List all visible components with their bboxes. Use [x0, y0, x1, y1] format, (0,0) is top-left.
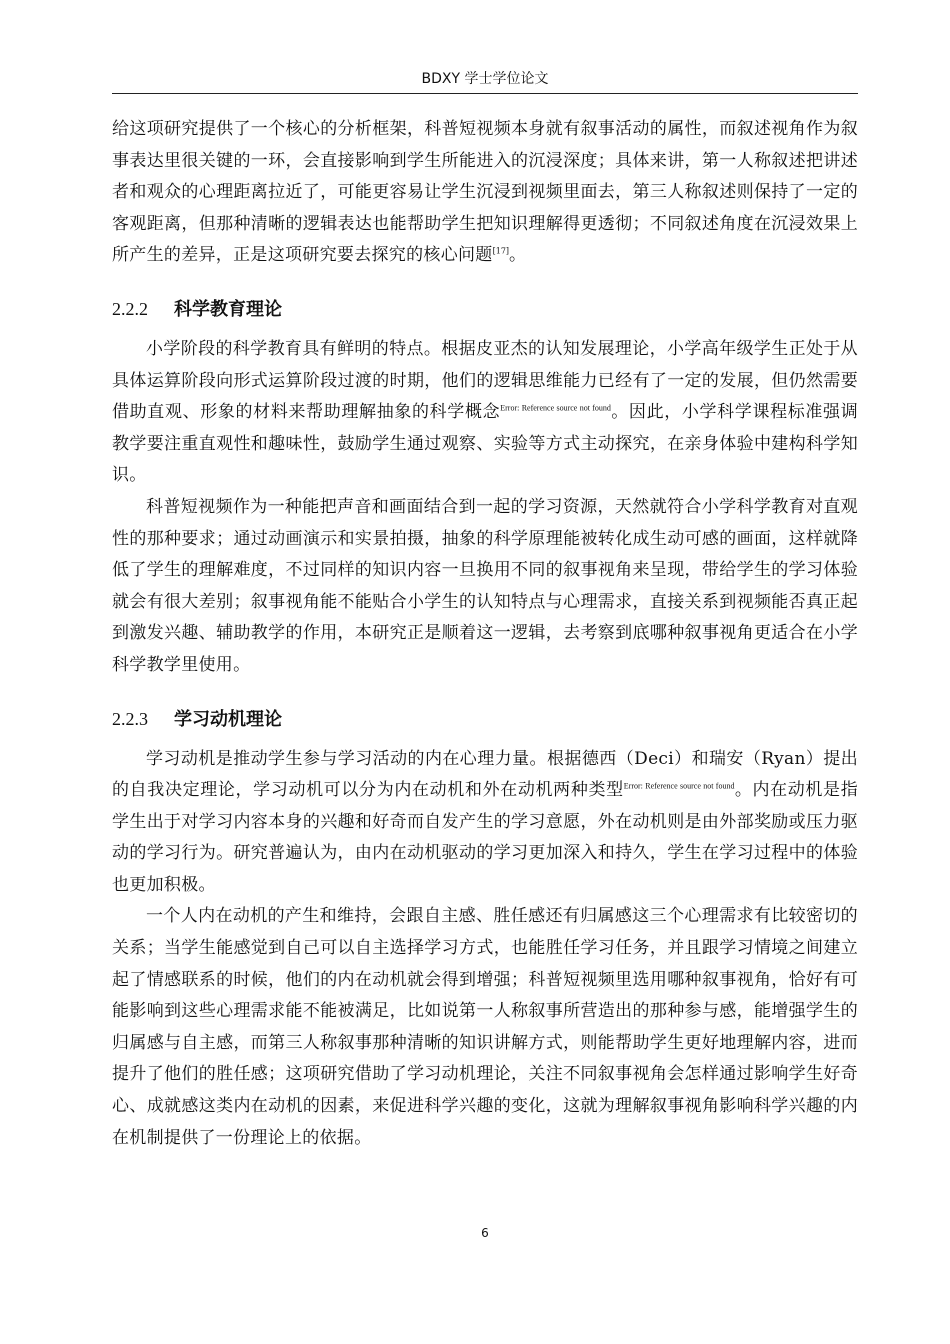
page-body [112, 114, 858, 1154]
citation: [17] [492, 246, 510, 256]
paragraph-text: 小学阶段的科学教育具有鲜明的特点。根据皮亚杰的认知发展理论，小学高年级学生正处于从具体运算阶段向形式运算阶段过渡的时期，他们的逻辑思维能力已经有了一定的发展，但仍然需要借助直观、形象的材料来帮助理解抽象的科学概念 [112, 338, 858, 423]
running-header: BDXY 学士学位论文 [421, 71, 549, 87]
section-heading-2-2-3 [112, 702, 858, 736]
header-rule [112, 93, 858, 94]
section-number: 2.2.3 [112, 708, 148, 729]
paragraph-tail: 。 [509, 245, 527, 266]
page-number: 6 [481, 1226, 489, 1240]
paragraph-motivation [112, 744, 858, 902]
paragraph-text: 给这项研究提供了一个核心的分析框架，科普短视频本身就有叙事活动的属性，而叙述视角作为叙事表达里很关键的一环，会直接影响到学生所能进入的沉浸深度；具体来讲，第一人称叙述把讲述者和观众的心理距离拉近了，可能更容易让学生沉浸到视频里面去，第三人称叙述则保持了一定的客观距离，但那种清晰的逻辑表达也能帮助学生把知识理解得更透彻；不同叙述角度在沉浸效果上所产生的差异，正是这项研究要去探究的核心问题 [112, 119, 858, 266]
citation-error: Error: Reference source not found [500, 403, 611, 413]
paragraph-text: 科普短视频作为一种能把声音和画面结合到一起的学习资源，天然就符合小学科学教育对直观性的那种要求；通过动画演示和实景拍摄，抽象的科学原理能被转化成生动可感的画面，这样就降低了学生的理解难度，不过同样的知识内容一旦换用不同的叙事视角来呈现，带给学生的学习体验就会有很大差别；叙事视角能不能贴合小学生的认知特点与心理需求，直接关系到视频能否真正起到激发兴趣、辅助教学的作用，本研究正是顺着这一逻辑，去考察到底哪种叙事视角更适合在小学科学教学里使用。 [112, 496, 858, 675]
paragraph-text: 学习动机是推动学生参与学习活动的内在心理力量。根据德西（Deci）和瑞安（Ryan）提出的自我决定理论，学习动机可以分为内在动机和外在动机两种类型 [112, 748, 858, 801]
paragraph-science-education [112, 334, 858, 492]
paragraph-tail: 。内在动机是指学生出于对学习内容本身的兴趣和好奇而自发产生的学习意愿，外在动机则是由外部奖励或压力驱动的学习行为。研究普遍认为，由内在动机驱动的学习更加深入和持久，学生在学习过程中的体验也更加积极。 [112, 780, 858, 895]
paragraph-intro [112, 114, 858, 272]
paragraph-intrinsic-motivation [112, 901, 858, 1154]
paragraph-tail: 。因此，小学科学课程标准强调教学要注重直观性和趣味性，鼓励学生通过观察、实验等方式主动探究，在亲身体验中建构科学知识。 [112, 402, 858, 486]
section-title: 科学教育理论 [174, 298, 282, 320]
paragraph-text: 一个人内在动机的产生和维持，会跟自主感、胜任感还有归属感这三个心理需求有比较密切的关系；当学生能感觉到自己可以自主选择学习方式，也能胜任学习任务，并且跟学习情境之间建立起了情感联系的时候，他们的内在动机就会得到增强；科普短视频里选用哪种叙事视角，恰好有可能影响到这些心理需求能不能被满足，比如说第一人称叙事所营造出的那种参与感，能增强学生的归属感与自主感，而第三人称叙事那种清晰的知识讲解方式，则能帮助学生更好地理解内容，进而提升了他们的胜任感；这项研究借助了学习动机理论，关注不同叙事视角会怎样通过影响学生好奇心、成就感这类内在动机的因素，来促进科学兴趣的变化，这就为理解叙事视角影响科学兴趣的内在机制提供了一份理论上的依据。 [112, 906, 858, 1148]
section-title: 学习动机理论 [174, 708, 282, 730]
section-number: 2.2.2 [112, 298, 148, 319]
section-heading-2-2-2 [112, 292, 858, 326]
paragraph-video-resource [112, 492, 858, 682]
citation-error: Error: Reference source not found [623, 781, 735, 791]
